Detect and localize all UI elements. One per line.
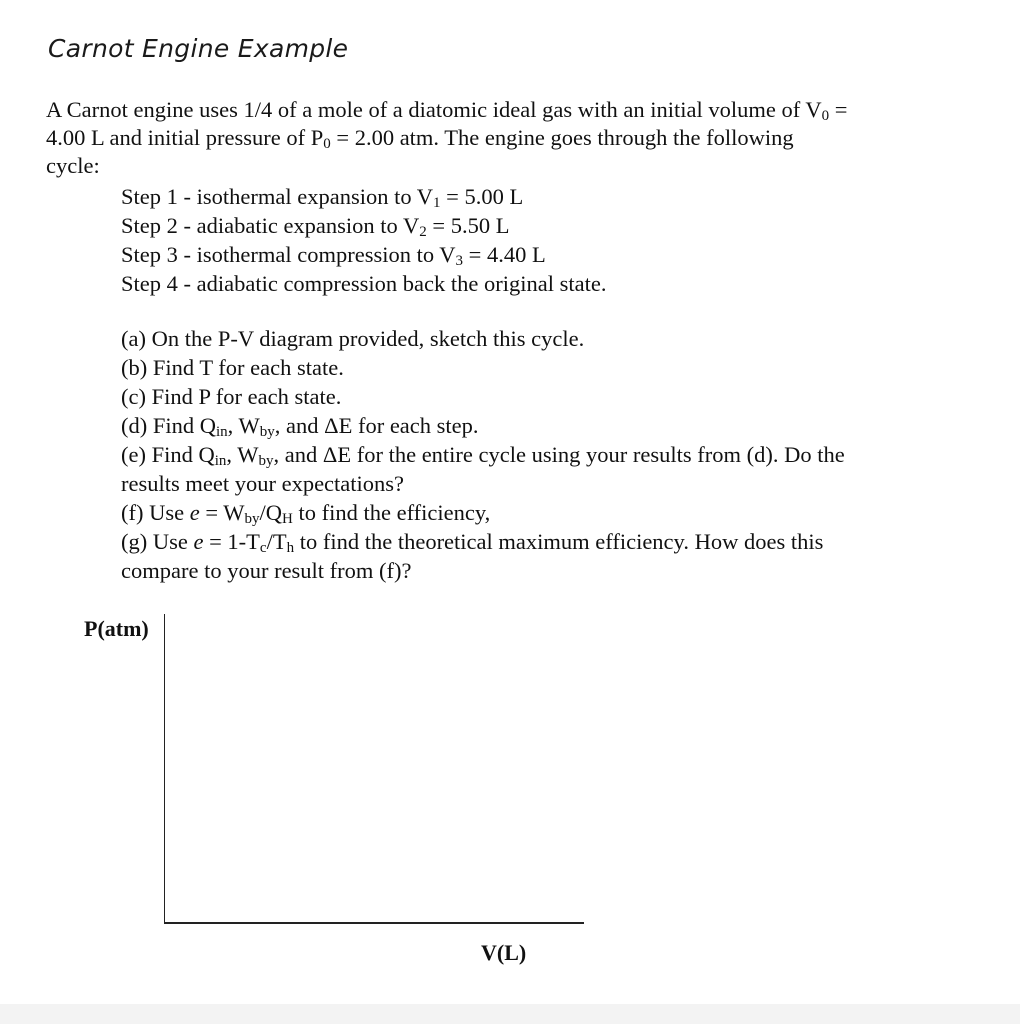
question-d: (d) Find $Q_{in}$, $W_{by}$, and ΔE for each step.: [121, 413, 479, 440]
step-1: Step 1 - isothermal expansion to $V_1 = 5.00$ L: [121, 184, 524, 211]
step-3: Step 3 - isothermal compression to $V_3 = 4.40$ L: [121, 242, 546, 269]
question-e: (e) Find $Q_{in}$, $W_{by}$, and ΔE for the entire cycle using your results from (d). Do the: [121, 442, 845, 469]
page-title: Carnot Engine Example: [48, 34, 349, 63]
question-b: (b) Find T for each state.: [121, 355, 344, 380]
cycle-steps: [121, 182, 606, 298]
step-4: Step 4 - adiabatic compression back the original state.: [121, 271, 607, 296]
question-list: [121, 324, 845, 585]
question-g: (g) Use $e = 1-T_c/T_h$ to find the theoretical maximum efficiency. How does this: [121, 529, 824, 556]
pressure-axis: [164, 614, 165, 924]
page-bottom-strip: [0, 1004, 1020, 1024]
intro-line-2: 4.00 L and initial pressure of $P_0 = 2.00$ atm. The engine goes through the following: [46, 125, 794, 152]
question-c: (c) Find P for each state.: [121, 384, 342, 409]
intro-line-1: A Carnot engine uses 1/4 of a mole of a diatomic ideal gas with an initial volume of $V_0$ =: [46, 97, 848, 124]
step-2: Step 2 - adiabatic expansion to $V_2 = 5.50$ L: [121, 213, 510, 240]
volume-axis-label: V(L): [481, 940, 527, 965]
question-e-continued: results meet your expectations?: [121, 471, 405, 496]
intro-line-3: cycle:: [46, 153, 100, 178]
question-f: (f) Use $e = W_{by}/Q_H$ to find the efficiency,: [121, 500, 491, 527]
question-g-continued: compare to your result from (f)?: [121, 558, 412, 583]
pressure-axis-label: P(atm): [84, 616, 149, 641]
volume-axis: [164, 922, 584, 924]
problem-statement: [46, 96, 946, 180]
question-a: (a) On the P-V diagram provided, sketch this cycle.: [121, 326, 585, 351]
